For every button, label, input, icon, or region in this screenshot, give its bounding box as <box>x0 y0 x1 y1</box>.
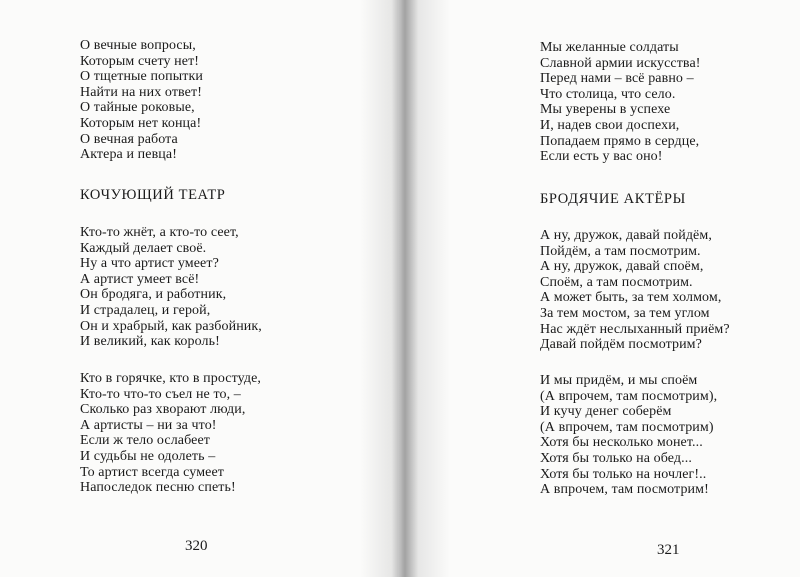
right-stanza-2 <box>540 228 730 353</box>
poem-title-kochuyushchiy-teatr: КОЧУЮЩИЙ ТЕАТР <box>80 187 226 203</box>
verse-line: О вечные вопросы, <box>80 38 196 53</box>
verse-line: Кто в горячке, кто в простуде, <box>80 371 261 386</box>
verse-line: Сколько раз хворают люди, <box>80 402 246 418</box>
verse-line: И судьбы не одолеть – <box>80 448 216 464</box>
verse-line: Которым нет конца! <box>80 115 202 131</box>
verse-line: О вечная работа <box>80 131 178 147</box>
verse-line: Которым счету нет! <box>80 53 200 69</box>
verse-line: Кто-то что-то съел не то, – <box>80 386 241 402</box>
verse-line: О тщетные попытки <box>80 69 203 85</box>
left-stanza-3 <box>80 371 261 496</box>
verse-line: (А впрочем, там посмотрим), <box>540 388 718 404</box>
verse-line: Мы желанные солдаты <box>540 40 679 55</box>
verse-line: А ну, дружок, давай споём, <box>540 259 704 275</box>
verse-line: Актера и певца! <box>80 147 177 163</box>
verse-line: Если ж тело ослабеет <box>80 433 210 449</box>
page-number-left: 320 <box>185 538 208 554</box>
verse-line: Попадаем прямо в сердце, <box>540 133 700 149</box>
verse-line: А может быть, за тем холмом, <box>540 290 722 306</box>
book-gutter-shadow <box>360 0 450 577</box>
verse-line: (А впрочем, там посмотрим) <box>540 419 714 435</box>
verse-line: Хотя бы несколько монет... <box>540 435 703 451</box>
verse-line: Нас ждёт неслыханный приём? <box>540 321 730 337</box>
right-stanza-1 <box>540 40 701 165</box>
verse-line: То артист всегда сумеет <box>80 464 225 480</box>
verse-line: А артист умеет всё! <box>80 271 200 287</box>
page-number-right: 321 <box>657 542 680 558</box>
verse-line: Найти на них ответ! <box>80 84 202 100</box>
verse-line: А впрочем, там посмотрим! <box>540 482 709 498</box>
verse-line: Если есть у вас оно! <box>540 149 663 165</box>
verse-line: А артисты – ни за что! <box>80 417 217 433</box>
verse-line: Хотя бы только на ночлег!.. <box>540 466 707 482</box>
verse-line: Напоследок песню спеть! <box>80 480 236 496</box>
verse-line: За тем мостом, за тем углом <box>540 305 710 321</box>
verse-line: Славной армии искусства! <box>540 55 701 71</box>
verse-line: И кучу денег соберём <box>540 404 672 420</box>
verse-line: О тайные роковые, <box>80 100 195 116</box>
verse-line: А ну, дружок, давай пойдём, <box>540 228 712 243</box>
verse-line: Давай пойдём посмотрим? <box>540 337 702 353</box>
left-stanza-2 <box>80 225 262 350</box>
verse-line: И страдалец, и герой, <box>80 302 211 318</box>
right-stanza-3 <box>540 373 717 498</box>
verse-line: И, надев свои доспехи, <box>540 117 680 133</box>
verse-line: И великий, как король! <box>80 334 220 350</box>
verse-line: Мы уверены в успехе <box>540 102 671 118</box>
verse-line: Пойдём, а там посмотрим. <box>540 243 701 259</box>
verse-line: Споём, а там посмотрим. <box>540 274 693 290</box>
left-stanza-1 <box>80 38 203 163</box>
verse-line: Каждый делает своё. <box>80 240 207 256</box>
verse-line: Ну а что артист умеет? <box>80 256 219 272</box>
verse-line: Хотя бы только на обед... <box>540 450 692 466</box>
verse-line: Кто-то жнёт, а кто-то сеет, <box>80 225 239 240</box>
verse-line: И мы придём, и мы споём <box>540 373 698 388</box>
verse-line: Он бродяга, и работник, <box>80 287 227 303</box>
verse-line: Он и храбрый, как разбойник, <box>80 318 262 334</box>
verse-line: Что столица, что село. <box>540 86 676 102</box>
poem-title-brodyachie-aktery: БРОДЯЧИЕ АКТЁРЫ <box>540 191 686 207</box>
verse-line: Перед нами – всё равно – <box>540 71 694 87</box>
